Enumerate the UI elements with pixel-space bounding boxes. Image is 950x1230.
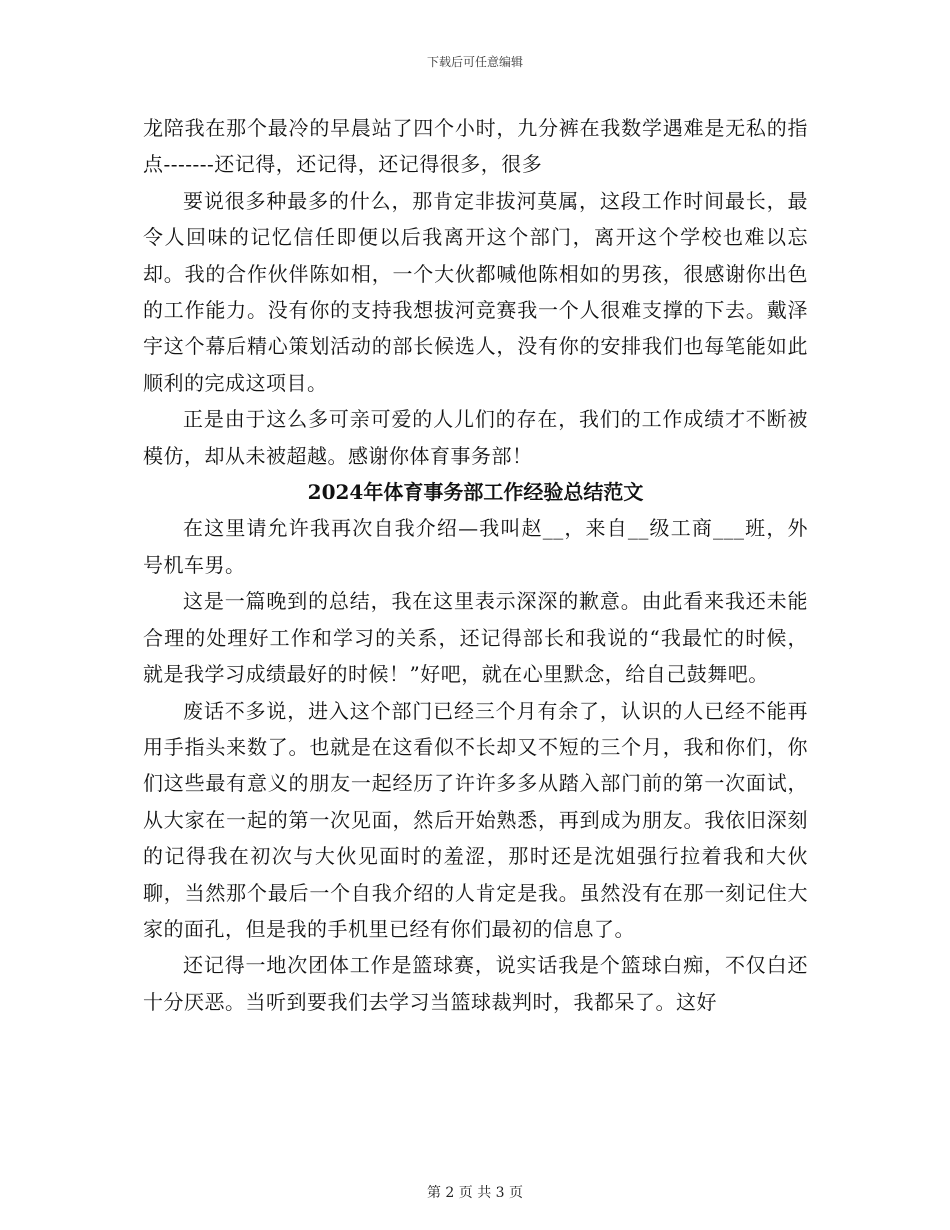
paragraph-apology: 这是一篇晚到的总结，我在这里表示深深的歉意。由此看来我还未能合理的处理好工作和学习的关系，还记得部长和我说的“我最忙的时候，就是我学习成绩最好的时候！”好吧，就在心里默念，给自己鼓舞吧。 [143, 589, 808, 687]
paragraph-tug-of-war: 要说很多种最多的什么，那肯定非拔河莫属，这段工作时间最长，最令人回味的记忆信任即便以后我离开这个部门，离开这个学校也难以忘却。我的合作伙伴陈如相，一个大伙都喊他陈相如的男孩，很感谢你出色的工作能力。没有你的支持我想拔河竞赛我一个人很难支撑的下去。戴泽宇这个幕后精心策划活动的部长候选人，没有你的安排我们也每笔能如此顺利的完成这项目。 [143, 188, 808, 395]
paragraph-basketball: 还记得一地次团体工作是篮球赛，说实话我是个篮球白痴，不仅白还十分厌恶。当听到要我们去学习当篮球裁判时，我都呆了。这好 [143, 953, 808, 1014]
paragraph-thanks: 正是由于这么多可亲可爱的人儿们的存在，我们的工作成绩才不断被模仿，却从未被超越。感谢你体育事务部！ [143, 407, 808, 468]
page-number: 第 2 页 共 3 页 [426, 1185, 524, 1201]
header-note: 下载后可任意编辑 [426, 55, 523, 69]
section-title: 2024年体育事务部工作经验总结范文 [307, 480, 644, 505]
paragraph-three-months: 废话不多说，进入这个部门已经三个月有余了，认识的人已经不能再用手指头来数了。也就是在这看似不长却又不短的三个月，我和你们，你们这些最有意义的朋友一起经历了许许多多从踏入部门前的第一次面试，从大家在一起的第一次见面，然后开始熟悉，再到成为朋友。我依旧深刻的记得我在初次与大伙见面时的羞涩，那时还是沈姐强行拉着我和大伙聊，当然那个最后一个自我介绍的人肯定是我。虽然没有在那一刻记住大家的面孔，但是我的手机里已经有你们最初的信息了。 [143, 698, 808, 941]
paragraph-self-intro: 在这里请允许我再次自我介绍—我叫赵__，来自__级工商___班，外号机车男。 [143, 516, 808, 577]
paragraph-continued: 龙陪我在那个最冷的早晨站了四个小时，九分裤在我数学遇难是无私的指点-------还记得，还记得，还记得很多，很多 [143, 116, 808, 177]
article-body [143, 110, 808, 1020]
